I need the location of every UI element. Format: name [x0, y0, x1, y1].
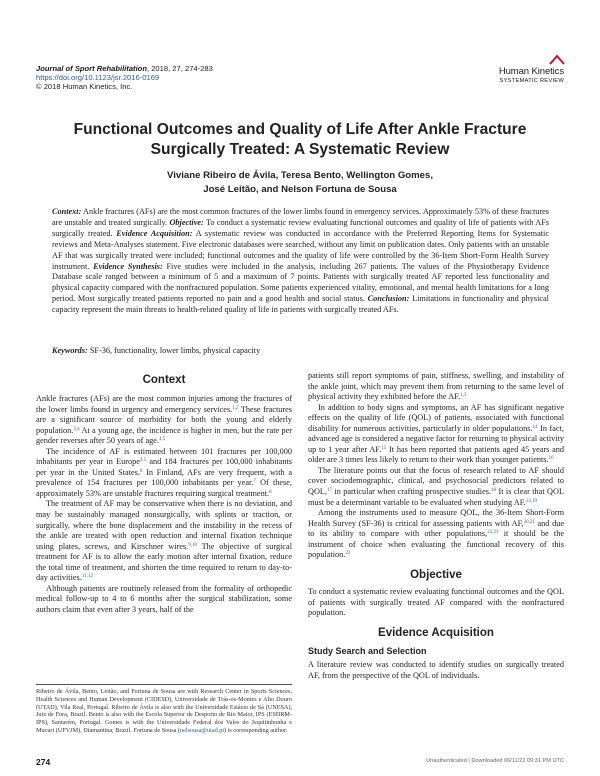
evidence-heading: Evidence Acquisition	[378, 627, 494, 640]
keywords-text: SF-36, functionality, lower limbs, physical capacity	[87, 346, 261, 355]
context-label: Context:	[52, 207, 82, 216]
paragraph: The literature points out that the focus of research related to AF should cover sociodemographic, clinical, and psychosocial predictors related to QOL,$^{17}$ in particular when crafting prospective studies.$^{18}$ It is clear that QOL must be a determinant variable to be evaluated when studying AF.$^{13,19}$	[308, 465, 564, 507]
email-link[interactable]: nelsousa@utad.pt	[180, 726, 225, 734]
objective-heading: Objective	[410, 568, 462, 581]
journal-title: Journal of Sport Rehabilitation	[36, 64, 147, 73]
title-line-1: Functional Outcomes and Quality of Life After Ankle Fracture	[73, 121, 527, 138]
article-title	[40, 120, 560, 160]
citation-ref[interactable]: 13,19	[525, 498, 537, 504]
evidence-text: A systematic review was conducted in accordance with the Preferred Reporting Items for Systematic reviews and Meta-Analyses statement. Five electronic databases were searched, without any limit on publication dates. Only patients with an unstable AF that was surgically treated were included; functional outcomes and the quality of life were controlled by the 36-Item Short-Form Health Survey instrument.	[52, 228, 549, 271]
abstract	[52, 207, 549, 316]
citation-ref[interactable]: 15	[381, 445, 387, 451]
citation-ref[interactable]: 11,12	[81, 574, 93, 580]
authors	[80, 169, 520, 197]
synthesis-text: Five studies were included in the analysis, including 267 patients. The values of the Physiotherapy Evidence Database scale ranged between a minimum of 5 and a maximum of 7 points. Patients with surgically treated AF reported less functionality and physical capacity compared with the nonfractured population. Some patients experienced vitality, emotional, and mental health limitations for a long period. Most surgically treated patients reported no pain and a good health and social status.	[52, 261, 549, 304]
left-column	[36, 394, 292, 615]
synthesis-label: Evidence Synthesis:	[93, 261, 163, 271]
doi-link[interactable]: https://doi.org/10.1123/jsr.2016-0169	[36, 73, 160, 82]
evidence-label: Evidence Acquisition:	[116, 228, 193, 238]
context-text: Ankle fractures (AFs) are the most common fractures of the lower limbs found in emergency services. Approximately 53% of these fractures are unstable and treated surgically.	[52, 207, 549, 227]
keywords-label: Keywords:	[52, 346, 88, 355]
affiliation-footnote: Ribeiro de Ávila, Bento, Leitão, and Fortuna de Sousa are with Research Center in Sports Sciences, Health Sciences and Human Development (CIDESD), Universidade de Trás-os-Montes e Alto Douro (UTAD), Vila Real, Portugal. Ribeiro de Ávila is also with the Universidade Estácio de Sá (UNESA), Juiz de Fora, Brazil. Bento is also with the Escola Superior de Desporto de Rio Maior, IPS (ESDRM-IPS), Santarém, Portugal. Gomes is with the Universidade Federal dos Vales do Jequitinhonha e Mucuri (UFVJM), Diamantina, Brazil. Fortuna de Sousa (nelsousa@utad.pt) is corresponding author.	[36, 688, 292, 734]
citation-ref[interactable]: 1,3	[460, 393, 467, 399]
citation-ref[interactable]: 9,10	[188, 542, 197, 548]
objective-text: To conduct a systematic review evaluating functional outcomes and quality of life of patients with AFs surgically treated.	[52, 217, 550, 238]
authors-line-1: Viviane Ribeiro de Ávila, Teresa Bento, Wellington Gomes,	[166, 170, 434, 181]
citation-ref[interactable]: 3,5	[139, 458, 147, 464]
objective-paragraph: To conduct a systematic review evaluating functional outcomes and the QOL of patients with surgically treated AF compared with the nonfractured population.	[308, 587, 564, 618]
paragraph: Although patients are routinely released from the formality of orthopedic medical follow-up to 4 to 6 months after the surgical stabilization, some authors claim that even after 3 years, half of the	[36, 583, 292, 614]
copyright: © 2018 Human Kinetics, Inc.	[36, 82, 133, 91]
citation-ref[interactable]: 22	[345, 551, 351, 557]
paragraph: The treatment of AF may be conservative when there is no deviation, and may be sustainably managed nonsurgically, with splints or traction, or surgically, where the bone displacement and the instability in the recess of the ankle are treated with open reduction and internal fixation technique using plates, screws, and Kirschner wires.$^{9,10}$ The objective of surgical treatment for AF is to allow the early motion after internal fixation, reduce the total time of treatment, and shorten the time required to return to day-to-day activities.$^{11,12}$	[36, 499, 292, 583]
citation-ref[interactable]: 20,21	[523, 519, 535, 525]
keywords	[52, 346, 549, 355]
authors-line-2: José Leitão, and Nelson Fortuna de Sousa	[203, 184, 397, 195]
page-number: 274	[36, 757, 51, 767]
evidence-paragraph: A literature review was conducted to identify studies on surgically treated AF, from the perspective of the QOL of individuals.	[308, 660, 564, 680]
paragraph: Among the instruments used to measure QOL, the 36-Item Short-Form Health Survey (SF-36) is critical for assessing patients with AF,$^{20,21}$ and due to its ability to compare with other populations,$^{22,23}$ it should be the instrument of choice when evaluating the functional recovery of this population.$^{22}$	[308, 508, 564, 560]
download-stamp: Unauthenticated | Downloaded 06/11/22 09:31 PM UTC	[426, 758, 564, 764]
citation-ref[interactable]: 17	[327, 488, 333, 494]
paragraph: In addition to body signs and symptoms, an AF has significant negative effects on the quality of life (QOL) of patients, associated with functional disability for numerous activities, particularly in older populations.$^{14}$ In fact, advanced age is considered a negative factor for returning to physical activity up to 1 year after AF.$^{15}$ It has been reported that patients aged 45 years and older are 3 times less likely to return to their work than younger patients.$^{16}$	[308, 402, 564, 465]
citation-ref[interactable]: 8	[269, 489, 272, 495]
citation-ref[interactable]: 18	[491, 488, 497, 494]
citation-ref[interactable]: 1,2	[232, 405, 239, 411]
journal-header	[36, 64, 213, 91]
citation-ref[interactable]: 3,4	[73, 426, 80, 432]
paragraph: patients still report symptoms of pain, stiffness, swelling, and instability of the ankle joint, which may prevent them from returning to the same level of physical activity they exhibited before the AF.$^{1,3}$	[308, 371, 564, 402]
context-heading: Context	[142, 374, 186, 386]
right-column	[308, 371, 564, 681]
paragraph: Ankle fractures (AFs) are the most common injuries among the fractures of the lower limbs found in urgency and emergency services.$^{1,2}$ These fractures are a significant source of morbidity for both the young and elderly population.$^{3,4}$ At a young age, the incidence is higher in men, but the rate per gender reverses after 50 years of age.$^{4,5}$	[36, 394, 292, 446]
paragraph: The incidence of AF is estimated between 101 fractures per 100,000 inhabitants per year in Europe$^{3,5}$ and 184 fractures per 100,000 inhabitants per year in the United States.$^6$ In Finland, AFs are very frequent, with a prevalence of 154 fractures per 100,000 inhabitants per year.$^7$ Of these, approximately 53% are unstable fractures requiring surgical treatment.$^8$	[36, 446, 292, 498]
citation-ref[interactable]: 16	[548, 456, 554, 462]
publisher-name: Human Kinetics	[498, 66, 564, 77]
conclusion-text: Limitations in functionality and physical capacity represent the main threats to health-related quality of life in patients with surgically treated AFs.	[52, 294, 549, 315]
article-type: SYSTEMATIC REVIEW	[499, 78, 564, 84]
journal-citation: , 2018, 27, 274-283	[146, 64, 213, 73]
objective-label: Objective:	[169, 217, 204, 227]
conclusion-label: Conclusion:	[367, 294, 410, 304]
citation-ref[interactable]: 6	[139, 468, 143, 474]
title-line-2: Surgically Treated: A Systematic Review	[150, 141, 450, 158]
footnote-divider	[36, 684, 292, 685]
publisher-block	[499, 66, 564, 84]
citation-ref[interactable]: 7	[253, 479, 256, 485]
citation-ref[interactable]: 4,5	[159, 437, 166, 443]
citation-ref[interactable]: 14	[532, 424, 538, 430]
citation-ref[interactable]: 22,23	[487, 530, 499, 536]
study-search-subheading: Study Search and Selection	[308, 645, 427, 656]
publisher-logo-icon	[548, 54, 566, 66]
